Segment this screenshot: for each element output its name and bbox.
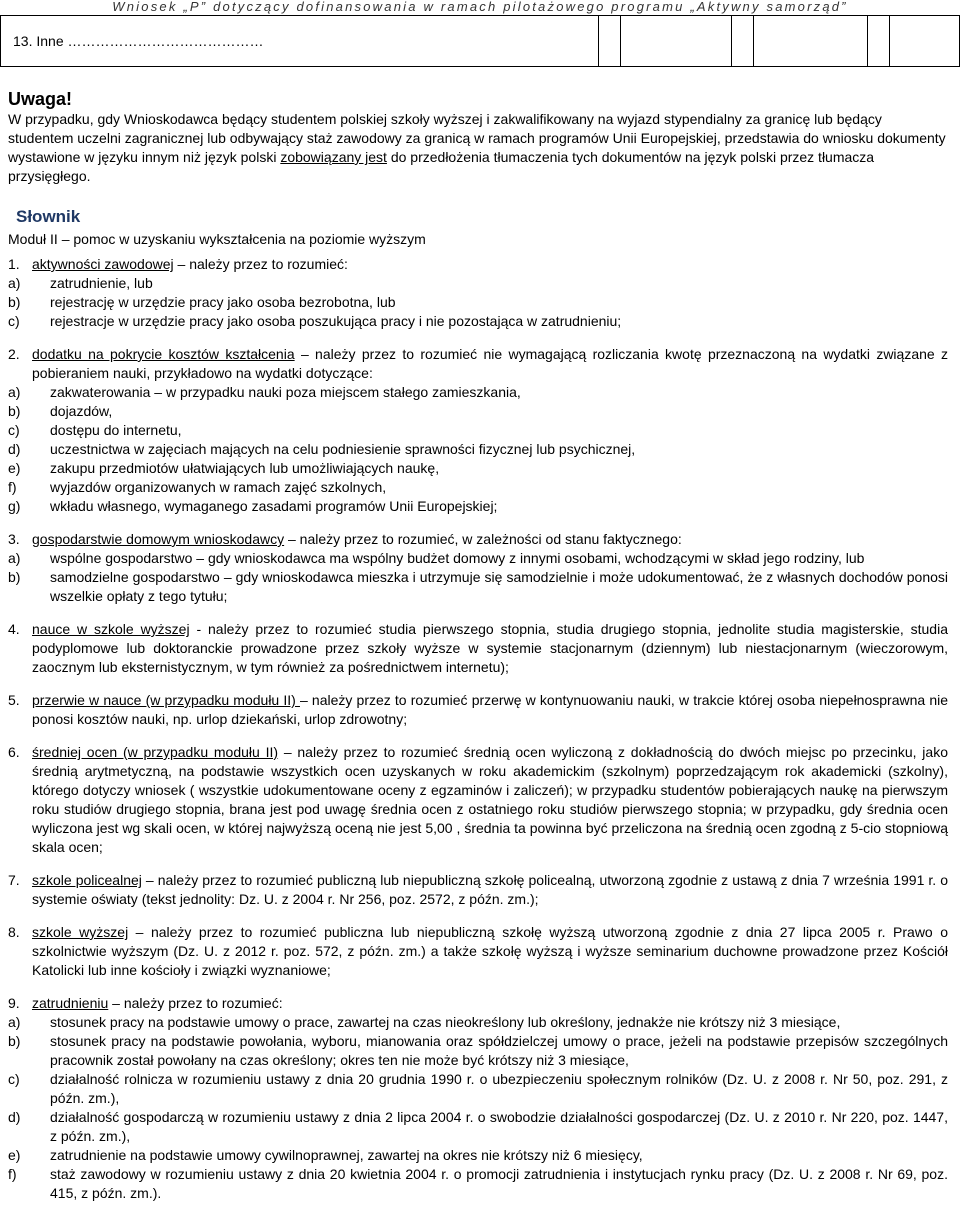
glossary-item — [8, 255, 948, 345]
checkbox-cell-3[interactable] — [867, 16, 890, 67]
sub-item-text: samodzielne gospodarstwo – gdy wnioskodawca mieszka i utrzymuje się samodzielnie i może udokumentować, że z własnych dochodów ponosi wszelkie opłaty z tego tytułu; — [50, 569, 948, 604]
sub-item-text: zakwaterowania – w przypadku nauki poza miejscem stałego zamieszkania, — [50, 384, 521, 400]
glossary-item — [8, 345, 948, 530]
item-definition: – należy przez to rozumieć publiczną lub niepubliczną szkołę policealną, utworzoną zgodnie z ustawą z dnia 7 września 1991 r. o systemie oświaty (tekst jednolity: Dz. U. z 2004 r. Nr 256, poz. 2572, z późn. zm.); — [32, 872, 948, 907]
sub-item — [8, 1013, 948, 1032]
item-definition: – należy przez to rozumieć: — [108, 995, 283, 1011]
item-spacer — [8, 331, 948, 345]
sub-item — [8, 383, 948, 402]
document-body — [8, 88, 948, 1203]
sub-item — [8, 274, 948, 293]
uwaga-text: W przypadku, gdy Wnioskodawca będący studentem polskiej szkoły wyższej i zakwalifikowany na wyjazd stypendialny za granicę lub będący studentem uczelni zagranicznej lub odbywający staż zawodowy za granicą w ramach programów Unii Europejskiej, przedstawia do wniosku dokumenty wystawione w języku innym niż język polski zobowiązany jest do przedłożenia tłumaczenia tych dokumentów na język polski przez tłumacza przysięgłego. — [8, 111, 946, 184]
sub-item — [8, 459, 948, 478]
page-header: Wniosek „P” dotyczący dofinansowania w ramach pilotażowego programu „Aktywny samorząd” — [112, 0, 848, 14]
item-term: zatrudnieniu — [32, 995, 109, 1011]
sub-item — [8, 1165, 948, 1203]
blank-cell-1 — [621, 16, 732, 67]
sub-item-letter: f) — [8, 479, 17, 495]
item-term: przerwie w nauce (w przypadku modułu II) — [32, 692, 300, 708]
sub-item-text: działalność gospodarczą w rozumieniu ustawy z dnia 2 lipca 2004 r. o swobodzie działalności gospodarczej (Dz. U. z 2010 r. Nr 220, poz. 1447, z późn. zm.), — [50, 1109, 948, 1144]
sub-item-letter: b) — [8, 569, 21, 585]
item-number: 3. — [8, 531, 20, 547]
glossary-item — [8, 994, 948, 1203]
item-definition: – należy przez to rozumieć przerwę w kontynuowaniu nauki, w trakcie której osoba niepełnosprawna nie ponosi kosztów nauki, np. urlop dziekański, urlop zdrowotny; — [32, 692, 949, 727]
sub-item-letter: b) — [8, 1033, 21, 1049]
sub-item-text: zakupu przedmiotów ułatwiających lub umożliwiających naukę, — [50, 460, 440, 476]
item-definition: – należy przez to rozumieć: — [173, 256, 348, 272]
item-definition: – należy przez to rozumieć, w zależności od stanu faktycznego: — [284, 531, 682, 547]
sub-item-letter: d) — [8, 1109, 21, 1125]
sub-item — [8, 549, 948, 568]
item-term: szkole wyższej — [32, 924, 129, 940]
sub-item — [8, 478, 948, 497]
sub-item-text: dostępu do internetu, — [50, 422, 182, 438]
item-spacer — [8, 857, 948, 871]
sub-item-text: zatrudnienie na podstawie umowy cywilnoprawnej, zawartej na okres nie krótszy niż 6 miesięcy, — [50, 1147, 643, 1163]
item-definition: – należy przez to rozumieć nie wymagającą rozliczania kwotę przeznaczoną na wydatki związane z pobieraniem nauki, przykładowo na wydatki dotyczące: — [32, 346, 948, 381]
modul-line: Moduł II – pomoc w uzyskaniu wykształcenia na poziomie wyższym — [8, 231, 426, 247]
sub-item-letter: e) — [8, 1147, 21, 1163]
sub-item-text: stosunek pracy na podstawie umowy o prace, zawartej na czas nieokreślony lub określony, jednakże nie krótszy niż 3 miesiące, — [50, 1014, 841, 1030]
glossary-list — [8, 255, 948, 1203]
sub-item-letter: a) — [8, 275, 21, 291]
sub-item-letter: c) — [8, 1071, 20, 1087]
sub-item-text: stosunek pracy na podstawie powołania, wyboru, mianowania oraz spółdzielczej umowy o prace, jeżeli na podstawie przepisów szczególnych pracownik został powołany na czas określony; okres ten nie może być krótszy niż 3 miesiące, — [50, 1033, 948, 1068]
sub-item-text: zatrudnienie, lub — [50, 275, 153, 291]
sub-item — [8, 312, 948, 331]
sub-item-text: wkładu własnego, wymaganego zasadami programów Unii Europejskiej; — [50, 498, 498, 514]
sub-item — [8, 440, 948, 459]
item-number: 9. — [8, 995, 20, 1011]
sub-item — [8, 293, 948, 312]
glossary-item — [8, 871, 948, 923]
checkbox-cell-2[interactable] — [731, 16, 754, 67]
item-term: gospodarstwie domowym wnioskodawcy — [32, 531, 285, 547]
item-spacer — [8, 729, 948, 743]
sub-item-letter: c) — [8, 313, 20, 329]
item-term: dodatku na pokrycie kosztów kształcenia — [32, 346, 295, 362]
checkbox-cell-1[interactable] — [598, 16, 621, 67]
sub-item-text: staż zawodowy w rozumieniu ustawy z dnia 20 kwietnia 2004 r. o promocji zatrudnienia i instytucjach rynku pracy (Dz. U. z 2008 r. Nr 69, poz. 415, z późn. zm.). — [50, 1166, 948, 1201]
item-spacer — [8, 606, 948, 620]
sub-item — [8, 568, 948, 606]
sub-item-text: rejestracje w urzędzie pracy jako osoba poszukująca pracy i nie pozostająca w zatrudnieniu; — [50, 313, 622, 329]
sub-item-text: wyjazdów organizowanych w ramach zajęć szkolnych, — [50, 479, 387, 495]
sub-item-text: uczestnictwa w zajęciach mających na celu podniesienie sprawności fizycznej lub psychicznej, — [50, 441, 636, 457]
row-13-label: 13. Inne …………………………………… — [1, 16, 599, 67]
uwaga-title: Uwaga! — [8, 89, 73, 109]
sub-item — [8, 1108, 948, 1146]
form-table-row — [0, 15, 960, 67]
glossary-item — [8, 923, 948, 994]
sub-item-text: wspólne gospodarstwo – gdy wnioskodawca ma wspólny budżet domowy z innymi osobami, wchodzącymi w skład jego rodziny, lub — [50, 550, 865, 566]
sub-item — [8, 497, 948, 516]
item-definition: – należy przez to rozumieć publiczna lub niepubliczną szkołę wyższą utworzoną zgodnie z dnia 27 lipca 2005 r. Prawo o szkolnictwie wyższym (Dz. U. z 2012 r. poz. 572, z późn. zm.) a także szkołę wyższą i wyższe seminarium duchowne prowadzone przez Kościół Katolicki lub inne kościoły i związki wyznaniowe; — [32, 924, 948, 978]
sub-item — [8, 1070, 948, 1108]
item-definition: – należy przez to rozumieć średnią ocen wyliczoną z dokładnością do dwóch miejsc po przecinku, jako średnią arytmetyczną, na podstawie wszystkich ocen uzyskanych w roku akademickim (szkolnym) poprzedzającym rok akademicki (szkolny), którego dotyczy wniosek ( wszystkie udokumentowane oceny z egzaminów i zaliczeń); w przypadku studentów pobierających naukę na pierwszym roku studiów drugiego stopnia, brana jest pod uwagę średnia ocen z ostatniego roku studiów pierwszego stopnia; w przypadku, gdy średnia ocen wyliczona jest wg skali ocen, w której najwyższą oceną nie jest 5,00 , średnia ta powinna być przeliczona na średnią ocen zgodną z 5-cio stopniową skala ocen; — [32, 744, 948, 855]
item-number: 7. — [8, 872, 20, 888]
sub-item-letter: d) — [8, 441, 21, 457]
sub-item-letter: b) — [8, 403, 21, 419]
sub-item-letter: a) — [8, 384, 21, 400]
item-term: średniej ocen (w przypadku modułu II) — [32, 744, 279, 760]
item-number: 5. — [8, 692, 20, 708]
sub-item — [8, 421, 948, 440]
sub-item-letter: f) — [8, 1166, 17, 1182]
sub-item-letter: a) — [8, 1014, 21, 1030]
item-spacer — [8, 909, 948, 923]
glossary-item — [8, 743, 948, 871]
item-definition: - należy przez to rozumieć studia pierwszego stopnia, studia drugiego stopnia, jednolite studia magisterskie, studia podyplomowe lub doktoranckie prowadzone przez szkoły wyższe w systemie stacjonarnym (dziennym) lub niestacjonarnym (wieczorowym, zaocznym lub eksternistycznym, w tym również za pośrednictwem internetu); — [32, 621, 948, 675]
sub-item — [8, 402, 948, 421]
item-spacer — [8, 677, 948, 691]
sub-item-letter: a) — [8, 550, 21, 566]
glossary-item — [8, 620, 948, 691]
item-number: 4. — [8, 621, 20, 637]
sub-item — [8, 1146, 948, 1165]
sub-item-text: rejestrację w urzędzie pracy jako osoba bezrobotna, lub — [50, 294, 396, 310]
glossary-item — [8, 691, 948, 743]
sub-item-letter: g) — [8, 498, 21, 514]
sub-item — [8, 1032, 948, 1070]
sub-item-text: działalność rolnicza w rozumieniu ustawy z dnia 20 grudnia 1990 r. o ubezpieczeniu społecznym rolników (Dz. U. z 2008 r. Nr 50, poz. 291, z późn. zm.), — [50, 1071, 948, 1106]
sub-item-letter: b) — [8, 294, 21, 310]
item-spacer — [8, 516, 948, 530]
item-number: 8. — [8, 924, 20, 940]
glossary-item — [8, 530, 948, 620]
item-term: aktywności zawodowej — [32, 256, 174, 272]
slownik-title: Słownik — [16, 207, 81, 226]
sub-item-letter: e) — [8, 460, 21, 476]
item-spacer — [8, 980, 948, 994]
item-number: 6. — [8, 744, 20, 760]
blank-cell-2 — [754, 16, 868, 67]
item-term: szkole policealnej — [32, 872, 142, 888]
item-term: nauce w szkole wyższej — [32, 621, 190, 637]
item-number: 1. — [8, 256, 20, 272]
sub-item-letter: c) — [8, 422, 20, 438]
blank-cell-3 — [890, 16, 960, 67]
sub-item-text: dojazdów, — [50, 403, 113, 419]
item-number: 2. — [8, 346, 20, 362]
